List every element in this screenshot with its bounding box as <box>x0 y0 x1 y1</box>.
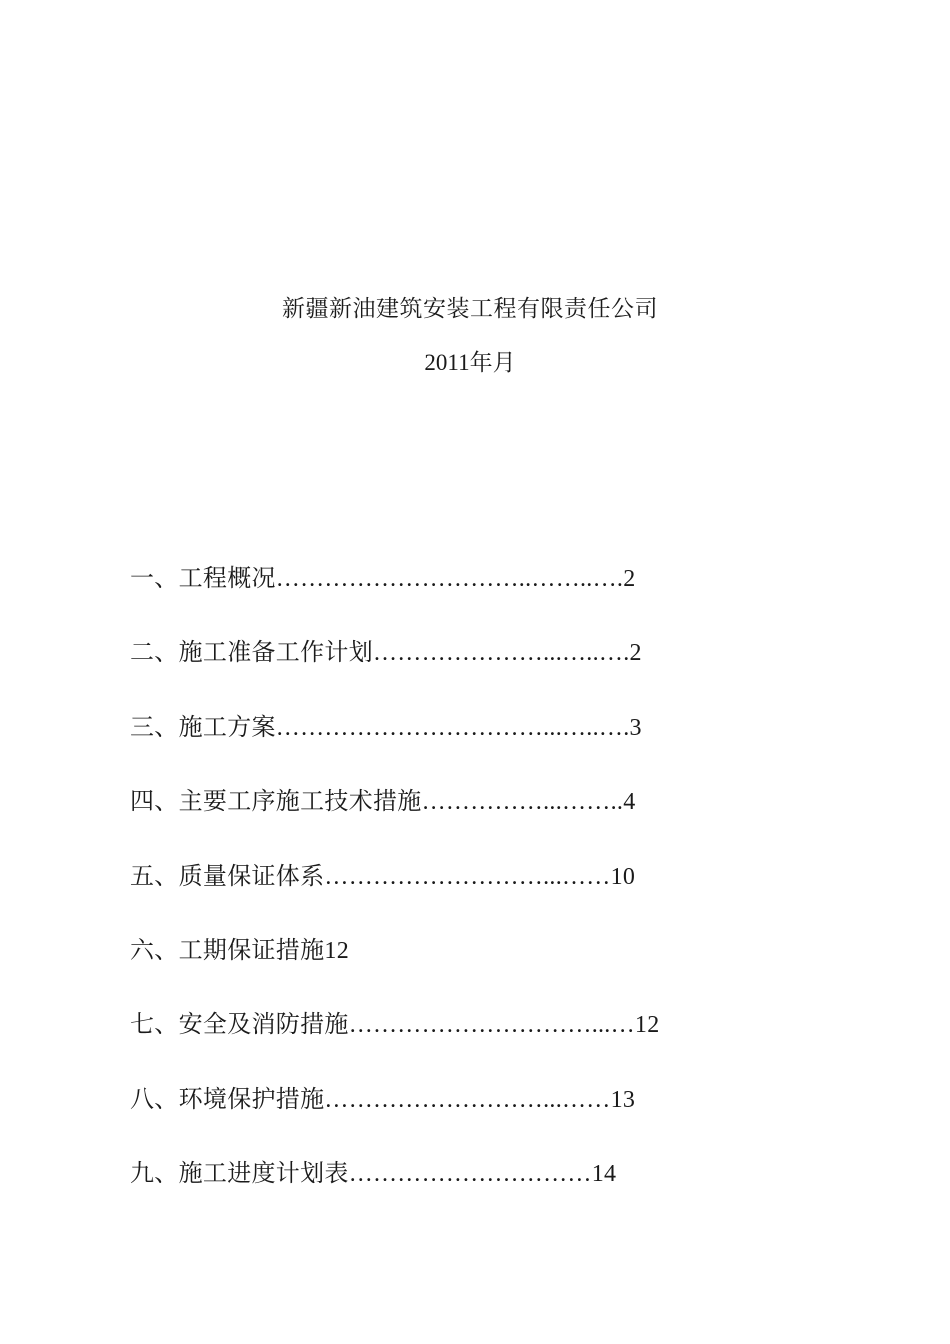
toc-entry[interactable]: 三、施工方案……………………………...…..….3 <box>130 714 642 741</box>
table-of-contents <box>130 561 770 1231</box>
toc-entry[interactable]: 四、主要工序施工技术措施……………...……..4 <box>130 789 636 816</box>
toc-entry[interactable]: 五、质量保证体系………………………...……10 <box>130 863 636 890</box>
toc-entry[interactable]: 九、施工进度计划表…………………………14 <box>130 1161 617 1188</box>
toc-entry[interactable]: 八、环境保护措施………………………...……13 <box>130 1086 636 1113</box>
toc-entry[interactable]: 七、安全及消防措施…………………………...…12 <box>130 1012 660 1039</box>
toc-entry[interactable]: 二、施工准备工作计划…………………...…..….2 <box>130 640 642 667</box>
document-date: 2011年月 <box>424 350 516 375</box>
toc-entry[interactable]: 六、工期保证措施12 <box>130 937 349 964</box>
company-name: 新疆新油建筑安装工程有限责任公司 <box>282 296 658 321</box>
toc-entry[interactable]: 一、工程概况…………………………..……..….2 <box>130 566 636 592</box>
